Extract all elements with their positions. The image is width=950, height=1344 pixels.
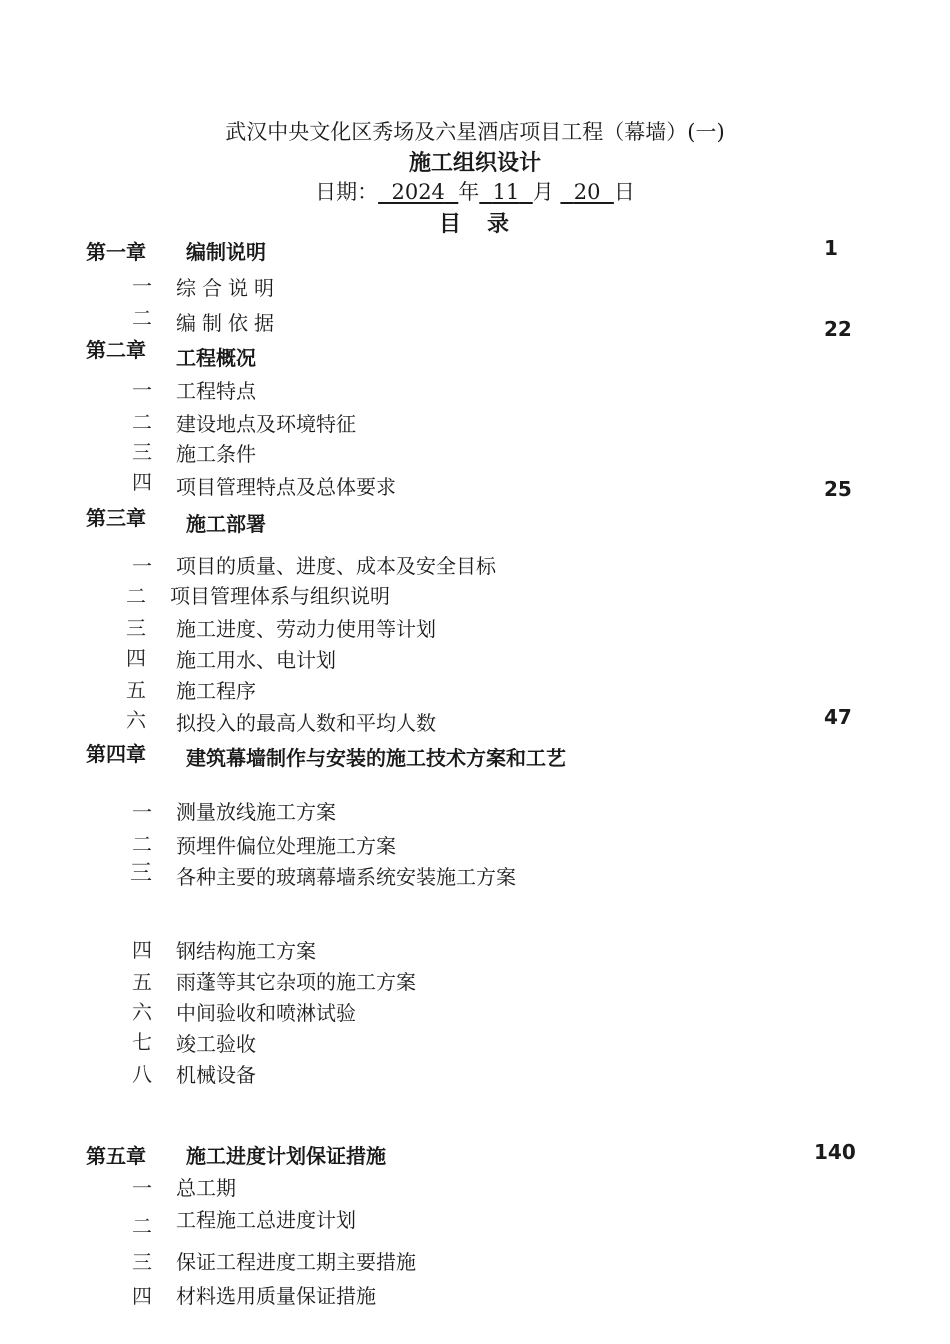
toc-item: 钢结构施工方案 (176, 939, 316, 963)
date-label: 日期： (315, 180, 379, 204)
chapter-title: 建筑幕墙制作与安装的施工技术方案和工艺 (186, 746, 566, 770)
toc-item: 各种主要的玻璃幕墙系统安装施工方案 (176, 865, 516, 889)
toc-item: 工程施工总进度计划 (176, 1208, 356, 1232)
chapter-label: 第五章 (86, 1144, 146, 1168)
chapter-label: 第三章 (86, 506, 146, 530)
item-number: 六 (126, 708, 146, 732)
chapter-label: 第一章 (86, 240, 146, 264)
toc-item: 施工用水、电计划 (176, 648, 336, 672)
chapter-label: 第二章 (86, 338, 146, 362)
chapter-page-number: 1 (824, 236, 838, 260)
date-line (0, 176, 950, 206)
toc-title: 目 录 (438, 212, 511, 237)
item-number: 二 (132, 832, 152, 856)
document-title: 武汉中央文化区秀场及六星酒店项目工程（幕墙）(一) (225, 120, 725, 144)
toc-item: 材料选用质量保证措施 (176, 1284, 376, 1308)
toc-item: 竣工验收 (176, 1032, 256, 1056)
toc-item: 项目的质量、进度、成本及安全目标 (176, 554, 496, 578)
toc-item: 总工期 (176, 1176, 236, 1200)
item-number: 七 (132, 1030, 152, 1054)
chapter-label: 第四章 (86, 742, 146, 766)
date-year-unit: 年 (458, 180, 480, 204)
toc-item: 项目管理特点及总体要求 (176, 475, 396, 499)
chapter-title: 施工进度计划保证措施 (186, 1144, 386, 1168)
toc-item: 测量放线施工方案 (176, 800, 336, 824)
item-number: 一 (132, 554, 152, 578)
toc-item: 机械设备 (176, 1063, 256, 1087)
chapter-page-number: 25 (824, 477, 852, 501)
document-subtitle: 施工组织设计 (408, 151, 541, 176)
toc-item: 施工进度、劳动力使用等计划 (176, 617, 436, 641)
chapter-page-number: 140 (814, 1140, 856, 1164)
chapter-page-number: 47 (824, 705, 852, 729)
item-number: 二 (132, 306, 152, 330)
toc-item: 施工程序 (176, 679, 256, 703)
item-number: 一 (132, 800, 152, 824)
toc-item: 施工条件 (176, 442, 256, 466)
toc-item: 预埋件偏位处理施工方案 (176, 834, 396, 858)
toc-item: 工程特点 (176, 379, 256, 403)
date-day-unit: 日 (613, 180, 635, 204)
item-number: 一 (132, 378, 152, 402)
item-number: 五 (126, 678, 146, 702)
item-number: 三 (130, 861, 153, 886)
chapter-page-number: 22 (824, 317, 852, 341)
toc-item: 项目管理体系与组织说明 (170, 584, 390, 608)
chapter-title: 施工部署 (186, 512, 266, 536)
item-number: 四 (132, 470, 152, 494)
toc-item: 保证工程进度工期主要措施 (176, 1250, 416, 1274)
item-number: 五 (132, 970, 152, 994)
toc-item: 建设地点及环境特征 (176, 412, 356, 436)
item-number: 一 (132, 1176, 152, 1200)
date-year: 2024 (391, 180, 445, 204)
date-month: 11 (492, 180, 520, 204)
chapter-title: 工程概况 (176, 346, 256, 370)
item-number: 四 (132, 1284, 152, 1308)
toc-item: 综合说明 (176, 276, 280, 300)
item-number: 六 (132, 1000, 152, 1024)
toc-item: 中间验收和喷淋试验 (176, 1001, 356, 1025)
date-month-unit: 月 (532, 180, 554, 204)
chapter-title: 编制说明 (186, 240, 266, 264)
date-day: 20 (573, 180, 601, 204)
item-number: 二 (132, 410, 152, 434)
item-number: 三 (132, 440, 152, 464)
toc-item: 雨蓬等其它杂项的施工方案 (176, 970, 416, 994)
item-number: 四 (126, 646, 146, 670)
item-number: 三 (132, 1250, 152, 1274)
toc-item: 编制依据 (176, 311, 280, 335)
item-number: 四 (132, 938, 152, 962)
item-number: 八 (132, 1062, 152, 1086)
item-number: 二 (132, 1214, 152, 1238)
item-number: 三 (126, 616, 146, 640)
item-number: 一 (132, 274, 152, 298)
toc-item: 拟投入的最高人数和平均人数 (176, 711, 436, 735)
item-number: 二 (126, 584, 146, 608)
